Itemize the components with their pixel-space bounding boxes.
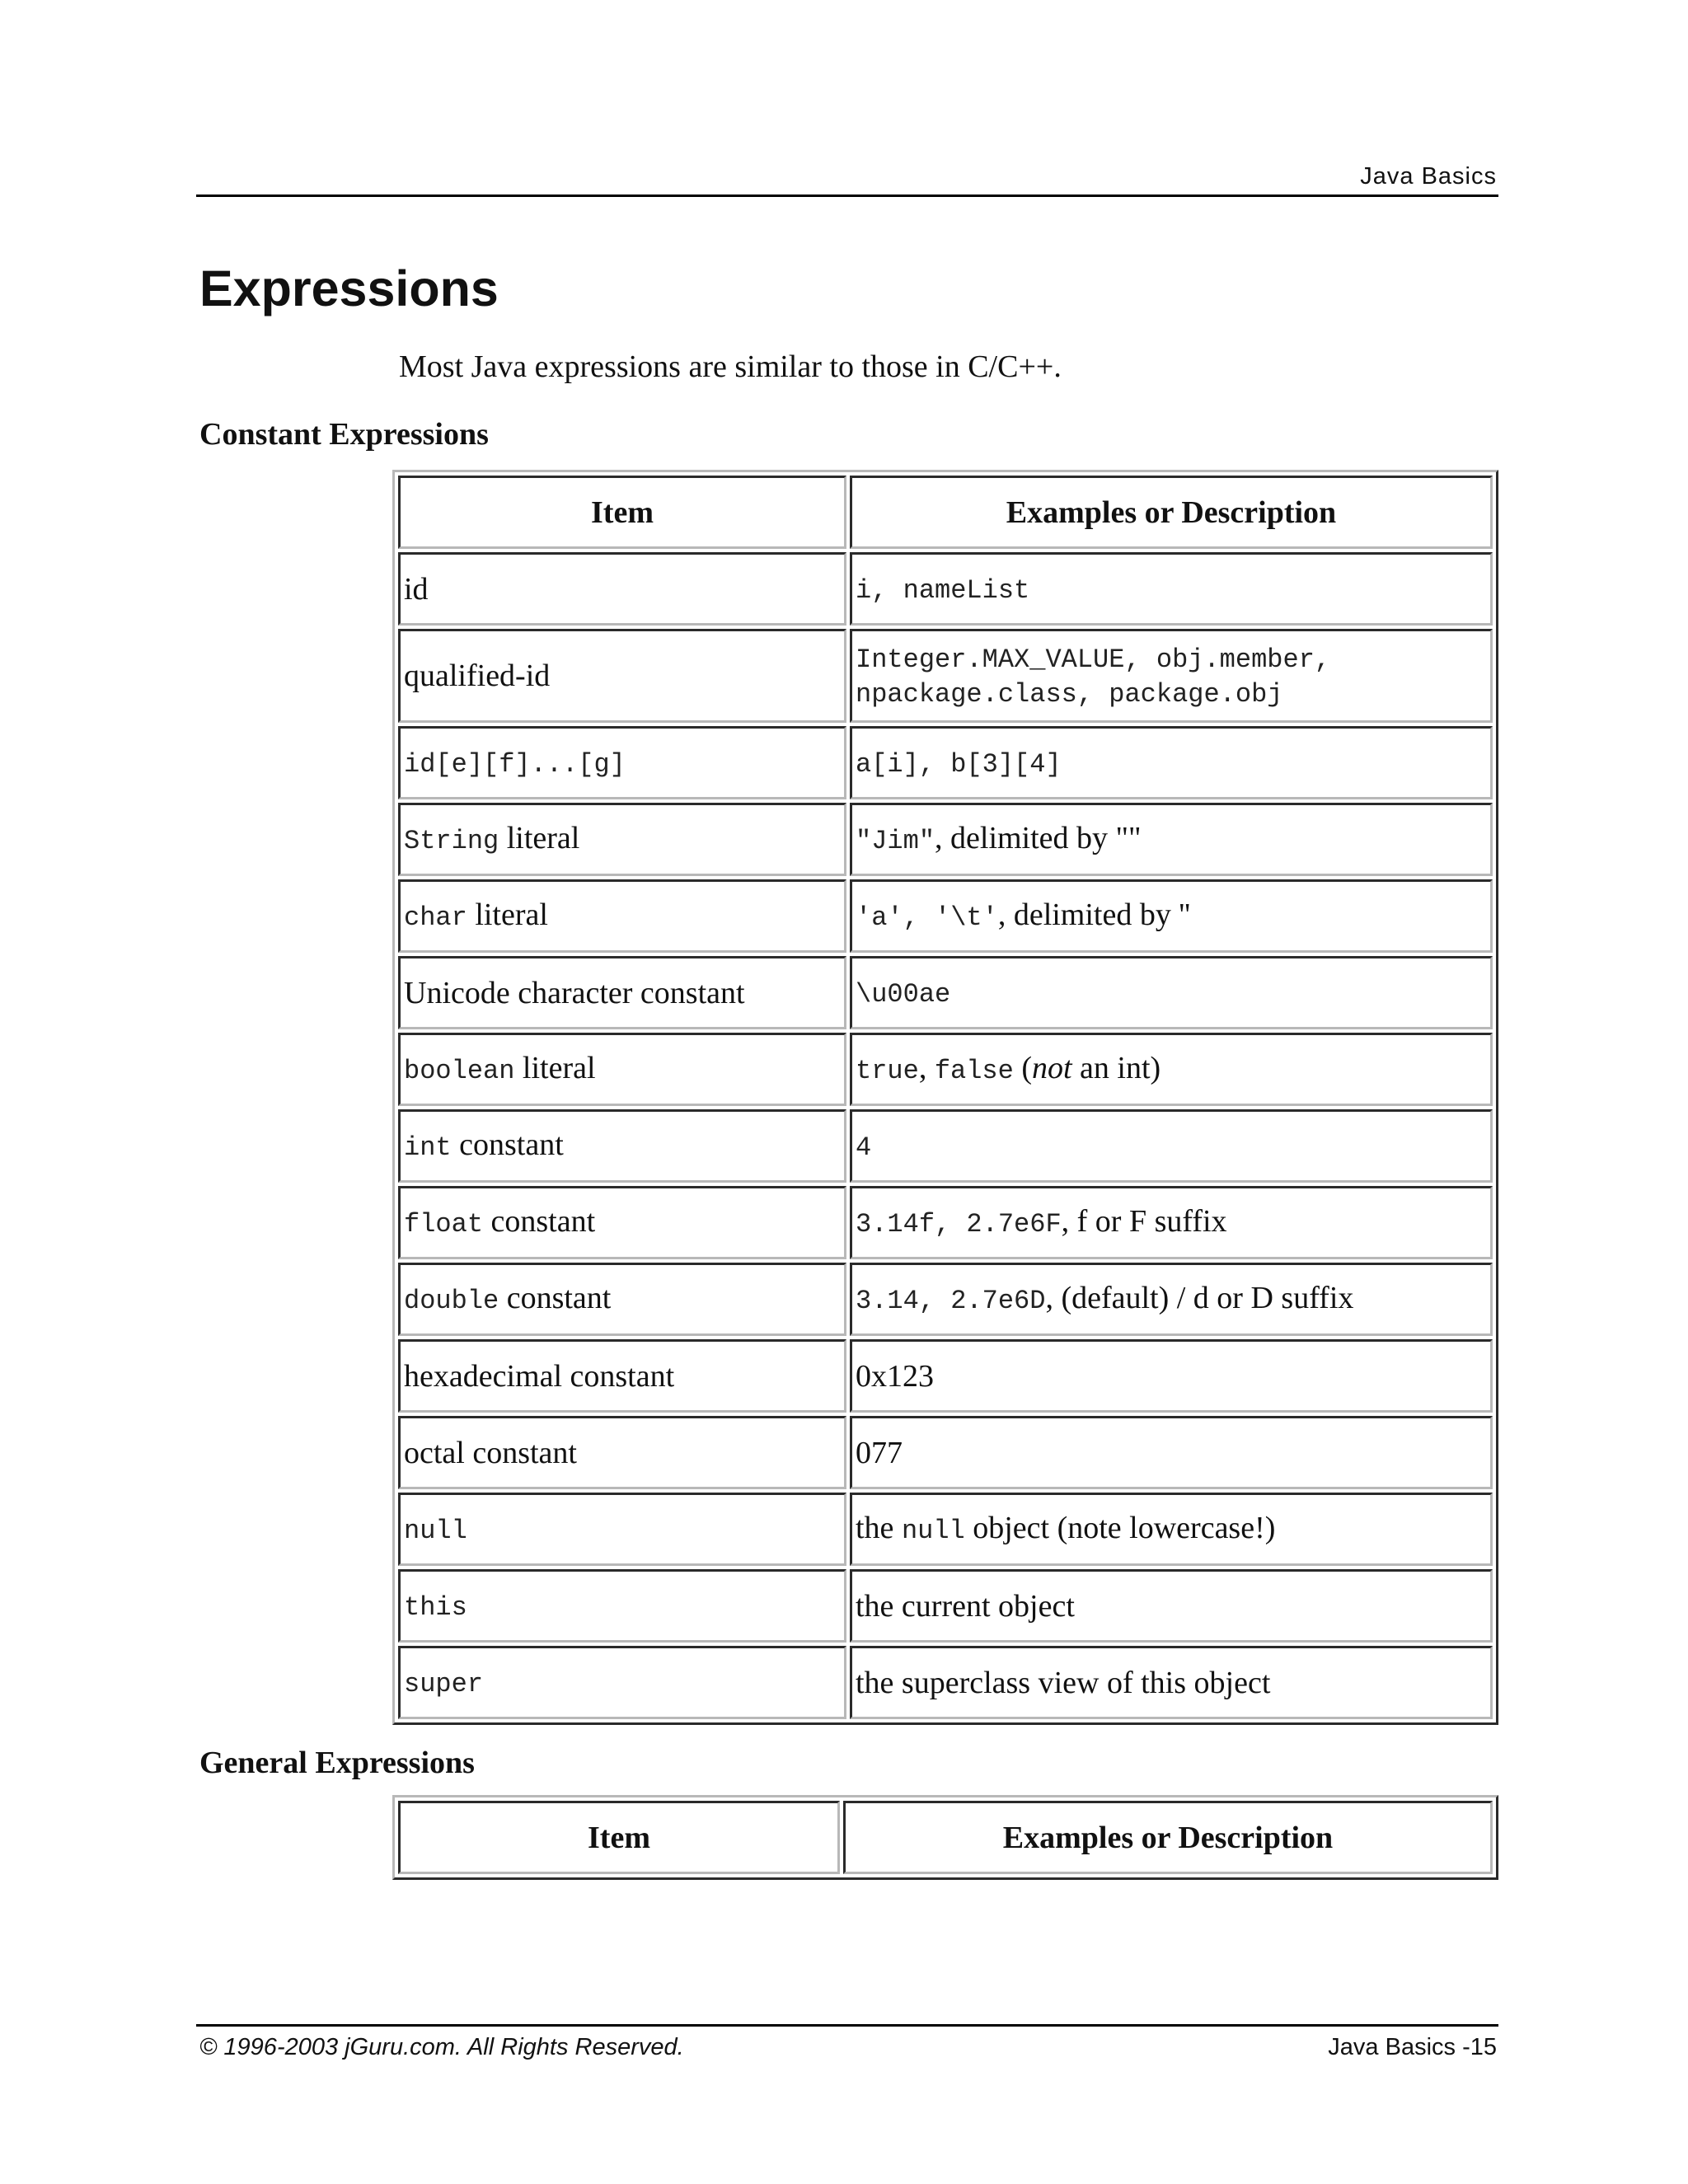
table-row xyxy=(398,552,1493,626)
table-row xyxy=(398,1646,1493,1719)
example-code: true xyxy=(856,1055,919,1086)
table-row xyxy=(398,1339,1493,1413)
item-code: float xyxy=(404,1208,484,1240)
table-header-row xyxy=(398,1801,1493,1874)
example-code: 3.14f, 2.7e6F xyxy=(856,1208,1062,1240)
example-text: object (note lowercase!) xyxy=(964,1510,1276,1545)
item-cell xyxy=(398,552,846,626)
item-text: constant xyxy=(451,1127,564,1162)
item-code: boolean xyxy=(404,1055,515,1086)
example-cell xyxy=(850,879,1493,953)
table-row xyxy=(398,1033,1493,1106)
section-heading-general-expressions: General Expressions xyxy=(199,1746,475,1780)
column-header-examples: Examples or Description xyxy=(850,476,1493,549)
item-code: int xyxy=(404,1132,452,1163)
item-cell xyxy=(398,1416,846,1489)
example-code: 4 xyxy=(856,1132,872,1163)
footer-divider xyxy=(196,2024,1498,2027)
example-cell xyxy=(850,1493,1493,1566)
page-number: Java Basics -15 xyxy=(1328,2034,1497,2060)
item-text: id xyxy=(404,571,429,607)
constant-expressions-table xyxy=(392,470,1498,1725)
item-text: Unicode character constant xyxy=(404,975,745,1010)
example-cell xyxy=(850,552,1493,626)
example-cell xyxy=(850,803,1493,876)
example-separator: , xyxy=(918,1050,935,1085)
item-text: hexadecimal constant xyxy=(404,1358,675,1394)
section-heading-constant-expressions: Constant Expressions xyxy=(199,417,489,452)
item-text: literal xyxy=(499,820,580,855)
example-cell xyxy=(850,1339,1493,1413)
example-emphasis: not xyxy=(1031,1050,1072,1085)
item-cell xyxy=(398,1569,846,1643)
example-cell xyxy=(850,629,1493,723)
table-row xyxy=(398,1416,1493,1489)
example-cell xyxy=(850,726,1493,799)
example-text: the xyxy=(856,1510,902,1545)
example-cell xyxy=(850,1186,1493,1259)
example-text: , f or F suffix xyxy=(1061,1203,1227,1239)
item-cell xyxy=(398,1109,846,1183)
item-cell xyxy=(398,726,846,799)
example-code: false xyxy=(934,1055,1014,1086)
table-row xyxy=(398,803,1493,876)
item-cell xyxy=(398,803,846,876)
example-text: an int) xyxy=(1071,1050,1161,1085)
example-text: the current object xyxy=(856,1588,1075,1624)
item-text: qualified-id xyxy=(404,658,551,693)
item-cell xyxy=(398,1263,846,1336)
item-cell xyxy=(398,629,846,723)
running-header: Java Basics xyxy=(1360,163,1497,190)
table-row xyxy=(398,956,1493,1029)
example-code: npackage.class, package.obj xyxy=(856,679,1283,710)
item-text: literal xyxy=(514,1050,596,1085)
item-cell xyxy=(398,879,846,953)
item-code: String xyxy=(404,825,499,856)
item-text: constant xyxy=(483,1203,596,1239)
example-code: null xyxy=(901,1515,965,1546)
table-row xyxy=(398,726,1493,799)
example-code: 3.14, 2.7e6D xyxy=(856,1285,1046,1316)
intro-paragraph: Most Java expressions are similar to those in C/C++. xyxy=(399,349,1062,384)
example-text: 0x123 xyxy=(856,1358,934,1394)
example-text: 077 xyxy=(856,1435,903,1470)
table-row xyxy=(398,1109,1493,1183)
item-cell xyxy=(398,1493,846,1566)
item-code: super xyxy=(404,1668,484,1699)
example-text: the superclass view of this object xyxy=(856,1665,1271,1700)
example-code: a[i], b[3][4] xyxy=(856,748,1062,780)
item-code: char xyxy=(404,902,467,933)
example-cell xyxy=(850,956,1493,1029)
example-text: ( xyxy=(1013,1050,1032,1085)
table-row xyxy=(398,1569,1493,1643)
table-row xyxy=(398,629,1493,723)
table-header-row xyxy=(398,476,1493,549)
column-header-item: Item xyxy=(398,1801,840,1874)
table-row xyxy=(398,879,1493,953)
copyright-notice: © 1996-2003 jGuru.com. All Rights Reserved. xyxy=(199,2034,684,2060)
item-cell xyxy=(398,1646,846,1719)
item-code: double xyxy=(404,1285,499,1316)
example-cell xyxy=(850,1569,1493,1643)
general-expressions-table xyxy=(392,1795,1498,1880)
column-header-item: Item xyxy=(398,476,846,549)
item-text: octal constant xyxy=(404,1435,577,1470)
example-cell xyxy=(850,1033,1493,1106)
example-cell xyxy=(850,1646,1493,1719)
table-row xyxy=(398,1493,1493,1566)
example-cell xyxy=(850,1263,1493,1336)
example-text: , delimited by "" xyxy=(935,820,1142,855)
item-code: this xyxy=(404,1591,467,1623)
table-row xyxy=(398,1263,1493,1336)
example-code: i, nameList xyxy=(856,574,1030,606)
item-code: null xyxy=(404,1515,467,1546)
example-cell xyxy=(850,1416,1493,1489)
item-text: constant xyxy=(499,1280,612,1315)
example-text: , delimited by '' xyxy=(997,897,1191,932)
example-code: \u00ae xyxy=(856,978,951,1010)
page-title: Expressions xyxy=(199,260,499,316)
item-cell xyxy=(398,1339,846,1413)
item-cell xyxy=(398,1186,846,1259)
item-code: id[e][f]...[g] xyxy=(404,748,626,780)
example-code: Integer.MAX_VALUE, obj.member, xyxy=(856,644,1331,675)
example-code: "Jim" xyxy=(856,825,935,856)
item-cell xyxy=(398,1033,846,1106)
column-header-examples: Examples or Description xyxy=(843,1801,1493,1874)
table-row xyxy=(398,1186,1493,1259)
example-code: 'a', '\t' xyxy=(856,902,998,933)
header-divider xyxy=(196,194,1498,197)
example-cell xyxy=(850,1109,1493,1183)
item-text: literal xyxy=(467,897,548,932)
example-text: , (default) / d or D suffix xyxy=(1045,1280,1354,1315)
item-cell xyxy=(398,956,846,1029)
